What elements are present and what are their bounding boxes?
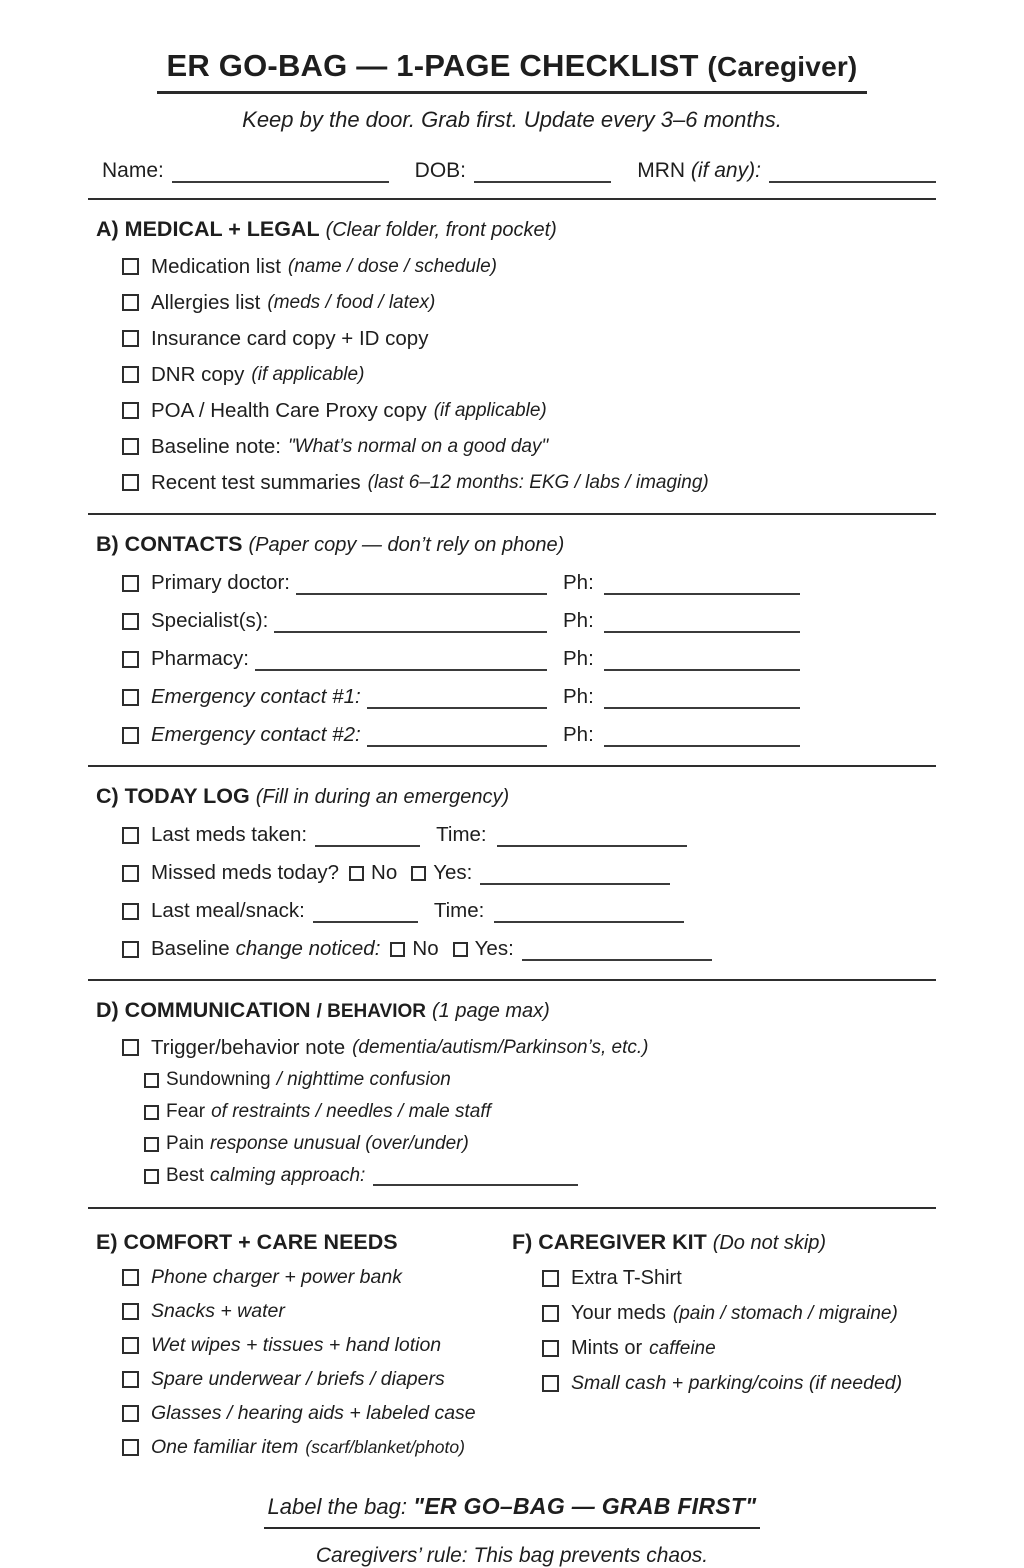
- item-label: One familiar item: [151, 1436, 299, 1458]
- item-label: Small cash + parking/coins (if needed): [571, 1372, 903, 1394]
- checklist-item: [88, 1402, 512, 1425]
- item-detail: "What’s normal on a good day": [287, 436, 549, 457]
- item-label: Trigger/behavior note: [151, 1036, 346, 1059]
- phone-label: Ph:: [563, 647, 594, 670]
- dob-field-line[interactable]: [474, 159, 611, 183]
- contact-field-line[interactable]: [274, 609, 547, 633]
- time-field-line[interactable]: [497, 823, 687, 847]
- item-label: Medication list: [151, 255, 281, 278]
- content: [88, 217, 936, 1568]
- mrn-note: (if any):: [690, 159, 761, 182]
- checklist-item: [88, 1368, 512, 1391]
- checklist-item: [88, 1300, 512, 1323]
- sub-item-label: Sundowning: [166, 1069, 271, 1090]
- checklist-item: [512, 1337, 936, 1360]
- item-detail: (name / dose / schedule): [287, 256, 498, 277]
- section-f-heading: F) CAREGIVER KIT (Do not skip): [512, 1230, 827, 1254]
- log-row-baseline-change: [88, 937, 936, 961]
- page-title-suffix: (Caregiver): [707, 51, 858, 82]
- bag-label-text: "ER GO–BAG — GRAB FIRST": [413, 1493, 757, 1519]
- bag-label-prefix: Label the bag:: [267, 1494, 407, 1519]
- checklist-item: [88, 471, 936, 494]
- checklist-item: [88, 1334, 512, 1357]
- dob-label: DOB:: [414, 159, 466, 182]
- yes-field-line[interactable]: [522, 937, 712, 961]
- checkbox[interactable]: [122, 651, 139, 668]
- log-label: Last meds taken:: [151, 823, 308, 846]
- phone-label: Ph:: [563, 609, 594, 632]
- phone-label: Ph:: [563, 723, 594, 746]
- checkbox[interactable]: [122, 1337, 139, 1354]
- phone-label: Ph:: [563, 685, 594, 708]
- item-detail: (meds / food / latex): [267, 292, 436, 313]
- checkbox[interactable]: [122, 438, 139, 455]
- checkbox[interactable]: [144, 1073, 159, 1088]
- mrn-field-line[interactable]: [769, 159, 936, 183]
- page-title-main: ER GO-BAG — 1-PAGE CHECKLIST: [166, 48, 699, 83]
- yes-label: Yes:: [474, 937, 514, 960]
- page-title: [157, 48, 868, 94]
- log-label: Last meal/snack:: [151, 899, 305, 922]
- section-c-heading: C) TODAY LOG (Fill in during an emergency): [96, 784, 510, 808]
- checkbox[interactable]: [122, 689, 139, 706]
- item-label: Spare underwear / briefs / diapers: [151, 1368, 445, 1390]
- checkbox[interactable]: [122, 474, 139, 491]
- log-label: Baseline: [151, 937, 230, 960]
- yes-field-line[interactable]: [480, 861, 670, 885]
- checkbox[interactable]: [122, 330, 139, 347]
- checklist-item: [88, 327, 936, 350]
- checkbox[interactable]: [122, 1303, 139, 1320]
- bag-label-instruction: [264, 1493, 761, 1529]
- checkbox[interactable]: [144, 1169, 159, 1184]
- sub-checklist-item: [88, 1069, 936, 1091]
- checklist-item: [88, 255, 936, 278]
- checkbox[interactable]: [122, 727, 139, 744]
- log-field-line[interactable]: [315, 823, 420, 847]
- item-label: Mints or: [571, 1337, 643, 1359]
- sub-item-label-italic: response unusual (over/under): [210, 1133, 469, 1154]
- section-a-heading: A) MEDICAL + LEGAL (Clear folder, front pocket): [96, 217, 557, 241]
- name-label: Name:: [102, 159, 164, 182]
- item-label: Glasses / hearing aids + labeled case: [151, 1402, 476, 1424]
- identity-row: [102, 159, 936, 183]
- contact-field-line[interactable]: [367, 685, 547, 709]
- caregivers-rule: Caregivers’ rule: This bag prevents chaos.: [315, 1544, 709, 1567]
- item-label: Your meds: [571, 1302, 666, 1324]
- checkbox[interactable]: [122, 402, 139, 419]
- time-label: Time:: [433, 899, 485, 922]
- item-label: Snacks + water: [151, 1300, 285, 1322]
- mrn-label: MRN (if any):: [637, 159, 761, 182]
- log-row-last-meds: [88, 823, 936, 847]
- section-comfort-care: [88, 1213, 512, 1459]
- contact-label: Emergency contact #2:: [151, 723, 361, 746]
- doc-header: [0, 48, 1024, 133]
- contact-row: [88, 609, 936, 633]
- section-b-heading: B) CONTACTS (Paper copy — don’t rely on phone): [96, 532, 565, 556]
- item-detail: (if applicable): [433, 400, 547, 421]
- phone-field-line[interactable]: [604, 685, 800, 709]
- item-detail: (scarf/blanket/photo): [305, 1437, 465, 1457]
- checklist-item: [512, 1302, 936, 1325]
- section-medical-legal: [88, 217, 936, 494]
- time-label: Time:: [436, 823, 487, 846]
- checkbox[interactable]: [542, 1375, 559, 1392]
- yes-label: Yes:: [433, 861, 473, 884]
- sub-checklist-item: [88, 1133, 936, 1155]
- phone-field-line[interactable]: [604, 647, 800, 671]
- section-today-log: [88, 784, 936, 961]
- item-label: Phone charger + power bank: [151, 1266, 402, 1288]
- section-e-heading: E) COMFORT + CARE NEEDS: [96, 1230, 398, 1254]
- page-subtitle: Keep by the door. Grab first. Update every 3–6 months.: [242, 107, 782, 132]
- checkbox[interactable]: [122, 865, 139, 882]
- checkbox[interactable]: [122, 1269, 139, 1286]
- contact-row: [88, 685, 936, 709]
- contact-row: [88, 647, 936, 671]
- checkbox[interactable]: [122, 258, 139, 275]
- phone-field-line[interactable]: [604, 571, 800, 595]
- item-label: Allergies list: [151, 291, 261, 314]
- no-label: No: [412, 937, 439, 960]
- contact-field-line[interactable]: [296, 571, 547, 595]
- no-checkbox[interactable]: [390, 942, 405, 957]
- log-label-italic: change noticed:: [235, 937, 381, 960]
- sub-item-label-italic: of restraints / needles / male staff: [211, 1101, 491, 1122]
- bottom-columns: [88, 1213, 936, 1459]
- sub-item-label: Fear: [166, 1101, 206, 1122]
- checklist-item: [88, 1036, 936, 1059]
- item-detail: (pain / stomach / migraine): [672, 1303, 898, 1324]
- sub-checklist-item: [88, 1165, 936, 1187]
- yes-checkbox[interactable]: [453, 942, 468, 957]
- section-caregiver-kit: [512, 1213, 936, 1459]
- section-divider: [88, 979, 936, 981]
- item-label: Baseline note:: [151, 435, 281, 458]
- checkbox[interactable]: [122, 941, 139, 958]
- checkbox[interactable]: [122, 1371, 139, 1388]
- section-divider: [88, 765, 936, 767]
- item-label: Insurance card copy + ID copy: [151, 327, 429, 350]
- sub-checklist-item: [88, 1101, 936, 1123]
- checkbox[interactable]: [122, 827, 139, 844]
- checklist-item: [88, 1266, 512, 1289]
- sub-item-label-italic: calming approach:: [210, 1165, 366, 1186]
- sub-item-label-italic: / nighttime confusion: [276, 1069, 451, 1090]
- checkbox[interactable]: [144, 1137, 159, 1152]
- contact-row: [88, 723, 936, 747]
- checkbox[interactable]: [122, 1405, 139, 1422]
- sub-item-label: Best: [166, 1165, 205, 1186]
- no-label: No: [371, 861, 398, 884]
- item-label: Wet wipes + tissues + hand lotion: [151, 1334, 442, 1356]
- item-label: DNR copy: [151, 363, 245, 386]
- contact-row: [88, 571, 936, 595]
- checkbox[interactable]: [542, 1270, 559, 1287]
- item-detail: (last 6–12 months: EKG / labs / imaging): [367, 472, 709, 493]
- log-row-last-meal: [88, 899, 936, 923]
- log-row-missed-meds: [88, 861, 936, 885]
- name-field-line[interactable]: [172, 159, 389, 183]
- section-d-heading-sub: / BEHAVIOR: [316, 1001, 427, 1022]
- item-label: POA / Health Care Proxy copy: [151, 399, 427, 422]
- checkbox[interactable]: [122, 575, 139, 592]
- section-divider: [88, 513, 936, 515]
- section-d-heading: D) COMMUNICATION / BEHAVIOR (1 page max): [96, 998, 550, 1022]
- contact-field-line[interactable]: [367, 723, 547, 747]
- item-detail: (if applicable): [251, 364, 365, 385]
- doc-footer: [88, 1493, 936, 1568]
- contact-label: Primary doctor:: [151, 571, 290, 594]
- log-field-line[interactable]: [313, 899, 418, 923]
- checkbox[interactable]: [542, 1305, 559, 1322]
- contact-label: Pharmacy:: [151, 647, 249, 670]
- section-divider: [88, 1207, 936, 1209]
- checklist-item: [88, 1436, 512, 1459]
- phone-field-line[interactable]: [604, 723, 800, 747]
- calming-approach-field-line[interactable]: [373, 1166, 578, 1186]
- checklist-item: [88, 435, 936, 458]
- phone-field-line[interactable]: [604, 609, 800, 633]
- checklist-item: [88, 363, 936, 386]
- checklist-item: [88, 399, 936, 422]
- time-field-line[interactable]: [494, 899, 684, 923]
- header-divider: [88, 198, 936, 200]
- section-communication-behavior: [88, 998, 936, 1187]
- log-label: Missed meds today?: [151, 861, 340, 884]
- checklist-item: [512, 1372, 936, 1395]
- checkbox[interactable]: [122, 903, 139, 920]
- checkbox[interactable]: [144, 1105, 159, 1120]
- item-detail: caffeine: [649, 1338, 716, 1359]
- yes-checkbox[interactable]: [411, 866, 426, 881]
- checkbox[interactable]: [122, 1439, 139, 1456]
- checkbox[interactable]: [122, 294, 139, 311]
- contact-field-line[interactable]: [255, 647, 547, 671]
- checklist-item: [88, 291, 936, 314]
- contact-label: Emergency contact #1:: [151, 685, 361, 708]
- section-contacts: [88, 532, 936, 747]
- contact-label: Specialist(s):: [151, 609, 269, 632]
- checkbox[interactable]: [542, 1340, 559, 1357]
- item-label: Recent test summaries: [151, 471, 361, 494]
- no-checkbox[interactable]: [349, 866, 364, 881]
- checkbox[interactable]: [122, 366, 139, 383]
- item-label: Extra T-Shirt: [571, 1267, 682, 1289]
- phone-label: Ph:: [563, 571, 594, 594]
- checklist-item: [512, 1267, 936, 1290]
- sub-item-label: Pain: [166, 1133, 205, 1154]
- item-detail: (dementia/autism/Parkinson’s, etc.): [352, 1037, 649, 1058]
- checkbox[interactable]: [122, 613, 139, 630]
- checkbox[interactable]: [122, 1039, 139, 1056]
